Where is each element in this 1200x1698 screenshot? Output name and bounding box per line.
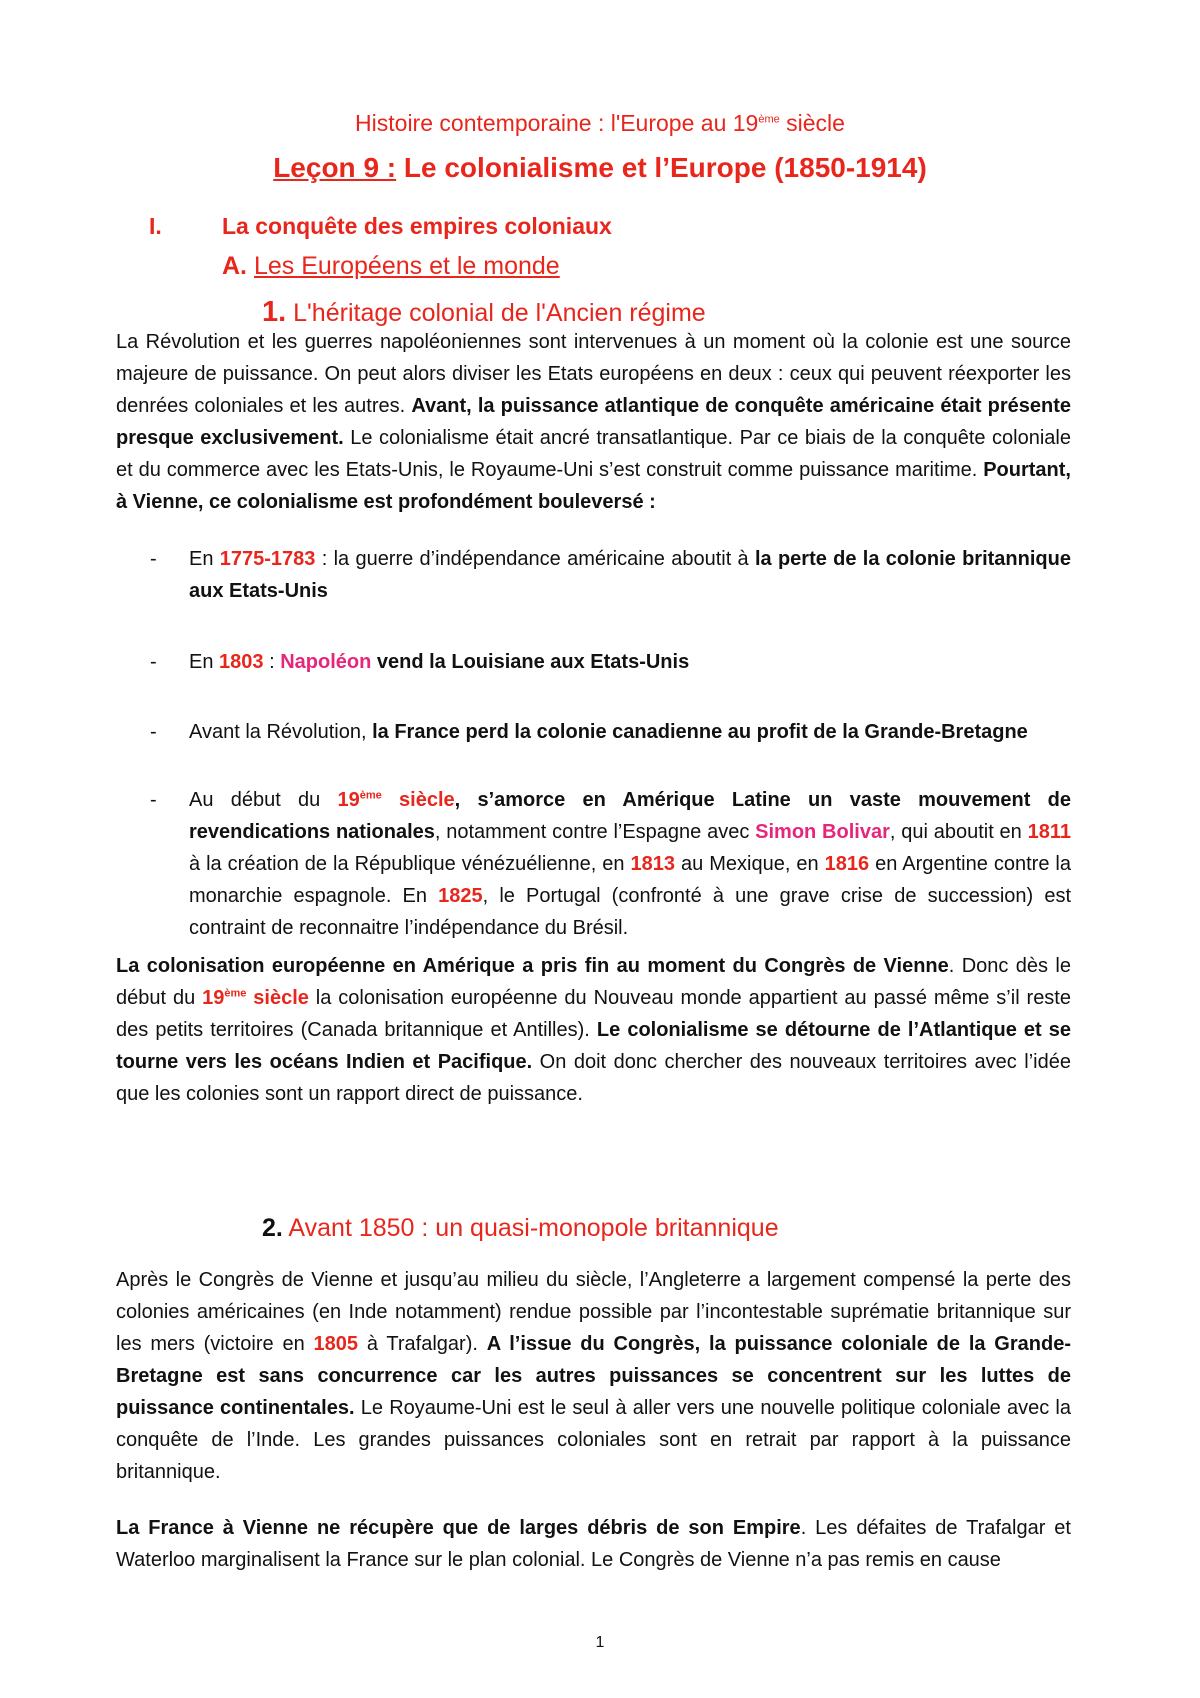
- subsection-heading-a: A. Les Européens et le monde: [222, 252, 560, 280]
- subsubsection-heading-2: 2. Avant 1850 : un quasi-monopole britannique: [262, 1214, 779, 1242]
- list-item: - En 1775-1783 : la guerre d’indépendance américaine aboutit à la perte de la colonie britannique aux Etats-Unis: [150, 548, 1071, 602]
- section-heading-1: I. La conquête des empires coloniaux: [149, 213, 612, 239]
- list-item: - En 1803 : Napoléon vend la Louisiane aux Etats-Unis: [150, 651, 690, 673]
- lesson-title: Leçon 9 : Le colonialisme et l’Europe (1850-1914): [273, 152, 927, 183]
- page-number: 1: [595, 1634, 605, 1651]
- list-item: - Avant la Révolution, la France perd la colonie canadienne au profit de la Grande-Bretagne: [150, 721, 1028, 743]
- list-item: - Au début du 19ème siècle, s’amorce en Amérique Latine un vaste mouvement de revendications nationales, notamment contre l’Espagne avec Simon Bolivar, qui aboutit en 1811 à la création de la République vénézuélienne, en 1813 au Mexique, en 1816 en Argentine contre la monarchie espagnole. En 1825, le Portugal (confronté à une grave crise de succession) est contraint de reconnaitre l’indépendance du Brésil.: [150, 789, 1072, 939]
- paragraph-france: La France à Vienne ne récupère que de larges débris de son Empire. Les défaites de Trafalgar et Waterloo marginalisent la France sur le plan colonial. Le Congrès de Vienne n’a pas remis en cause: [116, 1517, 1071, 1571]
- lesson-label: Leçon 9 :: [273, 152, 397, 183]
- subsubsection-heading-1: 1. L'héritage colonial de l'Ancien régime: [262, 296, 706, 328]
- paragraph-intro: La Révolution et les guerres napoléoniennes sont intervenues à un moment où la colonie est une source majeure de puissance. On peut alors diviser les Etats européens en deux : ceux qui peuvent réexporter les denrées coloniales et les autres. Avant, la puissance atlantique de conquête américaine était présente presque exclusivement. Le colonialisme était ancré transatlantique. Par ce biais de la conquête coloniale et du commerce avec les Etats-Unis, le Royaume-Uni s’est construit comme puissance maritime. Pourtant, à Vienne, ce colonialisme est profondément bouleversé :: [116, 331, 1071, 513]
- course-title: Histoire contemporaine : l'Europe au 19ème siècle: [355, 110, 845, 136]
- paragraph-conclusion: La colonisation européenne en Amérique a pris fin au moment du Congrès de Vienne. Donc dès le début du 19ème siècle la colonisation européenne du Nouveau monde appartient au passé même s’il reste des petits territoires (Canada britannique et Antilles). Le colonialisme se détourne de l’Atlantique et se tourne vers les océans Indien et Pacifique. On doit donc chercher des nouveaux territoires avec l’idée que les colonies sont un rapport direct de puissance.: [116, 955, 1072, 1105]
- paragraph-british: Après le Congrès de Vienne et jusqu’au milieu du siècle, l’Angleterre a largement compensé la perte des colonies américaines (en Inde notamment) rendue possible par l’incontestable suprématie britannique sur les mers (victoire en 1805 à Trafalgar). A l’issue du Congrès, la puissance coloniale de la Grande-Bretagne est sans concurrence car les autres puissances se concentrent sur les luttes de puissance continentales. Le Royaume-Uni est le seul à aller vers une nouvelle politique coloniale avec la conquête de l’Inde. Les grandes puissances coloniales sont en retrait par rapport à la puissance britannique.: [116, 1269, 1071, 1483]
